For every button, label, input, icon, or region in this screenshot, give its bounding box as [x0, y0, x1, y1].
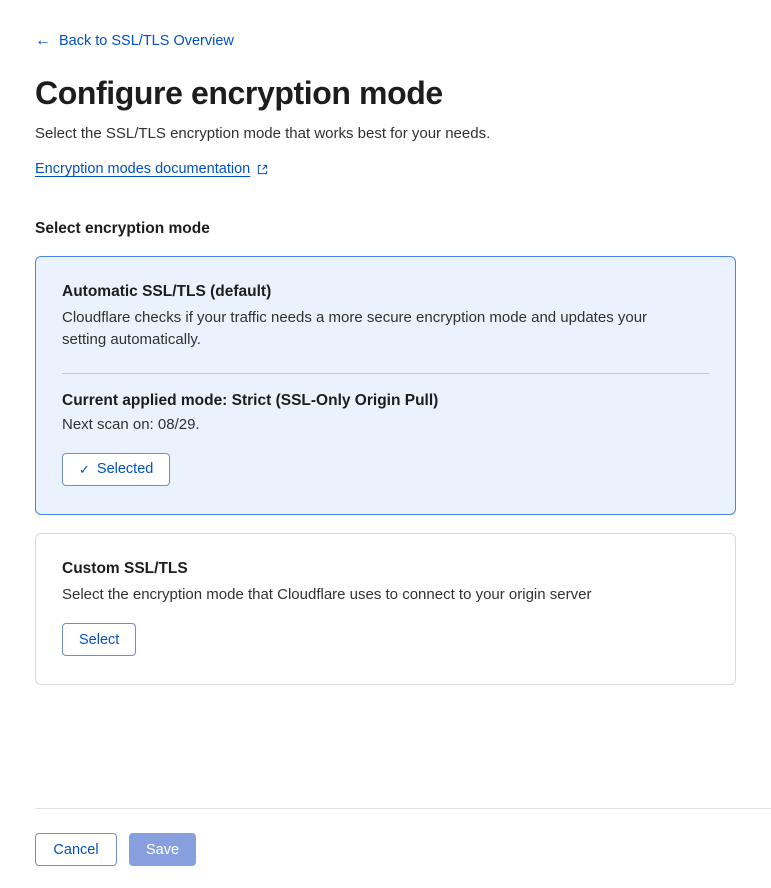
external-link-icon	[257, 164, 268, 175]
save-button-label: Save	[146, 841, 180, 858]
cancel-button[interactable]	[35, 833, 117, 866]
check-icon: ✓	[79, 461, 90, 477]
back-to-ssl-tls-overview-link[interactable]	[35, 33, 234, 49]
configure-encryption-mode-page	[0, 33, 771, 888]
selected-button[interactable]	[62, 453, 170, 486]
automatic-card-description: Cloudflare checks if your traffic needs a more secure encryption mode and updates your setting automatically.	[62, 309, 648, 348]
save-button[interactable]	[129, 833, 196, 866]
back-link-label: Back to SSL/TLS Overview	[59, 33, 234, 49]
select-button-label: Select	[79, 631, 120, 648]
footer-actions	[35, 833, 196, 866]
select-encryption-mode-heading: Select encryption mode	[35, 220, 210, 237]
doc-link-label: Encryption modes documentation	[35, 161, 251, 177]
footer-divider	[35, 808, 771, 809]
page-title: Configure encryption mode	[35, 75, 443, 111]
cancel-button-label: Cancel	[53, 841, 99, 858]
custom-ssl-tls-card[interactable]	[35, 533, 736, 686]
encryption-modes-documentation-link[interactable]	[35, 161, 268, 177]
arrow-left-icon: ←	[35, 32, 51, 49]
page-subtitle: Select the SSL/TLS encryption mode that works best for your needs.	[35, 125, 491, 142]
next-scan-text: Next scan on: 08/29.	[62, 415, 200, 433]
current-applied-mode: Current applied mode: Strict (SSL-Only Origin Pull)	[62, 391, 439, 409]
custom-card-description: Select the encryption mode that Cloudflare uses to connect to your origin server	[62, 585, 592, 603]
selected-button-label: Selected	[96, 461, 154, 477]
automatic-card-heading: Automatic SSL/TLS (default)	[62, 283, 272, 300]
automatic-ssl-tls-card[interactable]	[35, 256, 736, 515]
select-button[interactable]	[62, 623, 136, 656]
custom-card-heading: Custom SSL/TLS	[62, 559, 188, 577]
card-divider	[62, 373, 709, 374]
